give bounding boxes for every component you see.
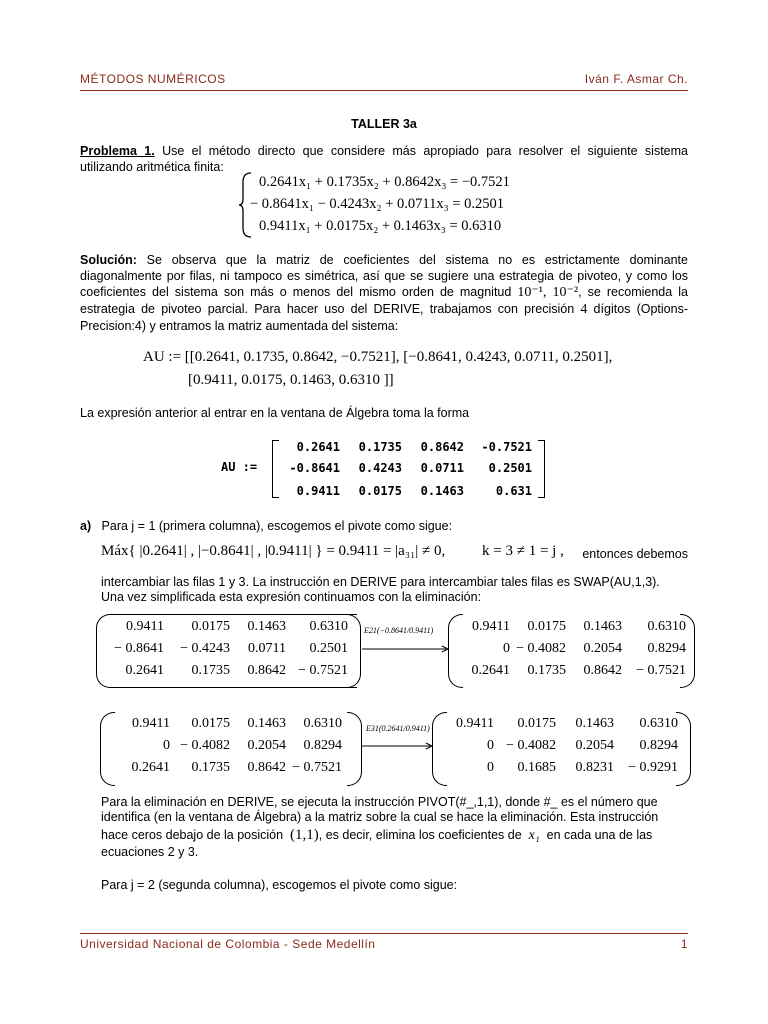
matrix-cell: 0.6310	[303, 716, 342, 731]
matrix-cell: − 0.4082	[180, 738, 230, 753]
matrix-cell: − 0.7521	[292, 760, 342, 775]
algebra-intro: La expresión anterior al entrar en la ventana de Álgebra toma la forma	[80, 406, 470, 420]
equation-2: − 0.8641x₁ − 0.4243x₂ + 0.0711x₃ = 0.2501	[250, 196, 504, 212]
problem-statement	[80, 143, 688, 175]
part-a-line-1: Para j = 1 (primera columna), escogemos el pivote como sigue:	[101, 519, 453, 533]
pivot-line-3c: en cada una de las	[546, 828, 653, 842]
matrix-cell: 0.6310	[639, 716, 678, 731]
matrix-cell: 0.2641	[471, 663, 510, 678]
pivot-line-3	[101, 827, 688, 844]
pivot-line-4: ecuaciones 2 y 3.	[101, 845, 199, 859]
page-header	[80, 72, 688, 91]
matrix-cell: 0.2054	[583, 641, 622, 656]
matrix-cell: 0.9411	[132, 716, 170, 731]
row-operation-label: E31(0.2641/0.9411)	[366, 724, 430, 733]
matrix-cell: 0	[503, 641, 510, 656]
matrix-cell: 0.1735	[358, 440, 402, 454]
matrix-cell: − 0.4243	[180, 641, 230, 656]
matrix-cell: 0.0175	[358, 484, 402, 498]
matrix-cell: 0.0175	[527, 619, 566, 634]
matrix-cell: 0.1735	[527, 663, 566, 678]
matrix-cell: 0.9411	[472, 619, 510, 634]
matrix-cell: 0.1463	[420, 484, 464, 498]
matrix-cell: 0.2054	[247, 738, 286, 753]
equation-1: 0.2641x₁ + 0.1735x₂ + 0.8642x₃ = −0.7521	[259, 174, 510, 190]
header-course: MÉTODOS NUMÉRICOS	[80, 72, 226, 86]
matrix-cell: 0.1735	[191, 663, 230, 678]
matrix-cell: − 0.7521	[636, 663, 686, 678]
matrix-cell: 0.8231	[575, 760, 614, 775]
pivot-line-2: identifica (en la ventana de Álgebra) a la matriz sobre la cual se hace la eliminación. Esta instrucción	[101, 810, 659, 824]
matrix-cell: 0.9411	[456, 716, 494, 731]
matrix-cell: 0.2641	[131, 760, 170, 775]
page-title: TALLER 3a	[351, 117, 417, 131]
au-expression-line-1: AU := [[0.2641, 0.1735, 0.8642, −0.7521], [−0.8641, 0.4243, 0.0711, 0.2501],	[143, 349, 613, 365]
matrix-cell: 0.0711	[248, 641, 286, 656]
pivot-line-1: Para la eliminación en DERIVE, se ejecuta la instrucción PIVOT(#_,1,1), donde #_ es el número que	[101, 795, 658, 809]
matrix-cell: 0.9411	[126, 619, 164, 634]
variable-x1: x₁	[528, 828, 540, 843]
solution-label: Solución:	[80, 253, 137, 267]
precision-digits: 4	[580, 302, 588, 317]
solution-text-3: dígitos (Options-Precision:4) y entramos la matriz aumentada del sistema:	[80, 302, 688, 333]
max-tail: entonces debemos	[582, 547, 688, 561]
matrix-cell: 0	[487, 760, 494, 775]
part-a-label: a)	[80, 519, 92, 533]
matrix-cell: 0.0175	[517, 716, 556, 731]
problem-label: Problema 1.	[80, 144, 155, 158]
matrix-cell: 0.8642	[583, 663, 622, 678]
matrix-cell: 0.8642	[247, 760, 286, 775]
pivot-line-3b: , es decir, elimina los coeficientes de	[318, 828, 522, 842]
matrix-cell: 0.0711	[420, 461, 464, 475]
equation-3: 0.9411x₁ + 0.0175x₂ + 0.1463x₃ = 0.6310	[259, 218, 502, 234]
au-expression-line-2: [0.9411, 0.0175, 0.1463, 0.6310 ]]	[188, 372, 394, 388]
matrix-cell: 0.1735	[191, 760, 230, 775]
solution-paragraph	[80, 252, 688, 334]
matrix-cell: 0.1463	[575, 716, 614, 731]
arrow-right-icon	[362, 645, 450, 653]
matrix-cell: 0.8642	[420, 440, 464, 454]
matrix-cell: 0.1463	[247, 619, 286, 634]
matrix-cell: 0.8294	[303, 738, 342, 753]
matrix-cell: -0.8641	[289, 461, 340, 475]
matrix-cell: 0.1463	[247, 716, 286, 731]
matrix-cell: − 0.9291	[628, 760, 678, 775]
matrix-cell: 0.8642	[247, 663, 286, 678]
matrix-cell: − 0.8641	[114, 641, 164, 656]
header-author: Iván F. Asmar Ch.	[584, 72, 688, 86]
matrix-cell: 0.6310	[309, 619, 348, 634]
part-a-intro	[80, 518, 688, 534]
matrix-cell: 0.4243	[358, 461, 402, 475]
right-paren-icon	[676, 712, 691, 786]
matrix-cell: 0.2501	[488, 461, 532, 475]
footer-institution: Universidad Nacional de Colombia - Sede Medellín	[80, 937, 376, 951]
part-a-line-3: Una vez simplificada esta expresión continuamos con la eliminación:	[101, 590, 482, 604]
matrix-cell: 0.1685	[517, 760, 556, 775]
matrix-cell: 0.6310	[647, 619, 686, 634]
part-b-intro: Para j = 2 (segunda columna), escogemos el pivote como sigue:	[101, 878, 458, 892]
right-paren-icon	[347, 712, 362, 786]
matrix-cell: 0.631	[495, 484, 532, 498]
matrix-cell: 0.0175	[191, 619, 230, 634]
matrix-cell: 0.8294	[639, 738, 678, 753]
matrix-cell: 0.8294	[647, 641, 686, 656]
matrix-cell: 0	[163, 738, 170, 753]
matrix-cell: 0.2501	[309, 641, 348, 656]
page-number: 1	[680, 937, 688, 951]
max-expression: Máx{ |0.2641| , |−0.8641| , |0.9411| } = 0.9411 = |a₃₁| ≠ 0,	[101, 543, 446, 559]
right-bracket-icon	[538, 440, 545, 498]
matrix-cell: − 0.4082	[516, 641, 566, 656]
matrix-cell: -0.7521	[481, 440, 532, 454]
row-operation-label: E21(−0.8641/0.9411)	[364, 626, 434, 635]
matrix-cell: 0.1463	[583, 619, 622, 634]
matrix-cell: − 0.7521	[298, 663, 348, 678]
solution-text-1: Se observa que la matriz de coeficientes del sistema no es estrictamente dominante diagonalmente por filas, ni tampoco es simétrica, así que se sugiere una estrategia de pivoteo, y como los coeficientes del sistema son más o menos del mismo orden de magnitud	[80, 253, 688, 299]
matrix-cell: 0.0175	[191, 716, 230, 731]
pivot-line-3a: hace ceros debajo de la posición	[101, 828, 284, 842]
matrix-cell: 0.9411	[296, 484, 340, 498]
right-paren-icon	[346, 614, 361, 688]
matrix-cell: 0.2641	[125, 663, 164, 678]
matrix-cell: 0.2054	[575, 738, 614, 753]
matrix-cell: − 0.4082	[506, 738, 556, 753]
part-a-line-2: intercambiar las filas 1 y 3. La instrucción en DERIVE para intercambiar tales filas es SWAP(AU,1,3).	[101, 575, 660, 589]
solution-text-2: , se recomienda la estrategia de pivoteo parcial. Para hacer uso del DERIVE, trabajamos con precisión	[80, 285, 688, 316]
matrix-cell: 0	[487, 738, 494, 753]
derive-matrix-label: AU :=	[221, 460, 258, 474]
matrix-cell: 0.2641	[296, 440, 340, 454]
page-footer	[80, 933, 688, 952]
pivot-position: (1,1)	[290, 827, 319, 843]
problem-text: Use el método directo que considere más apropiado para resolver el siguiente sistema utilizando aritmética finita:	[80, 144, 688, 174]
magnitude-powers: 10⁻¹, 10⁻²	[517, 285, 579, 300]
k-expression: k = 3 ≠ 1 = j ,	[482, 543, 564, 559]
